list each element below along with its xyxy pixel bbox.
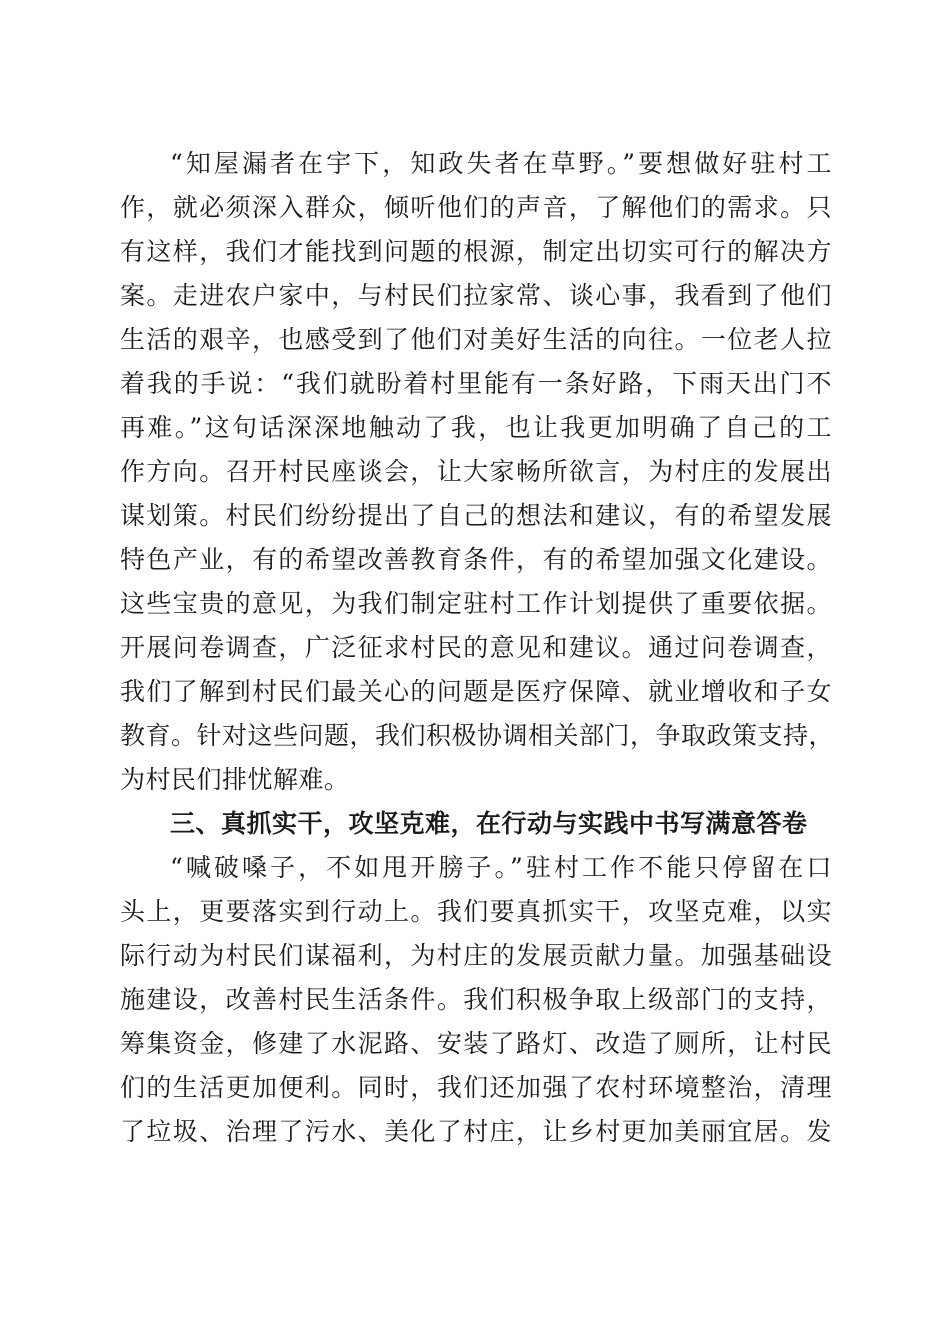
paragraph1-line-2: 作，就必须深入群众，倾听他们的声音，了解他们的需求。只 — [120, 193, 832, 222]
paragraph1-line-3: 有这样，我们才能找到问题的根源，制定出切实可行的解决方 — [120, 237, 832, 266]
paragraph2-line-7: 了垃圾、治理了污水、美化了村庄，让乡村更加美丽宜居。发 — [120, 1117, 832, 1146]
paragraph1-line-15: 为村民们排忧解难。 — [120, 765, 350, 794]
paragraph1-line-11: 这些宝贵的意见，为我们制定驻村工作计划提供了重要依据。 — [120, 589, 832, 618]
paragraph2-line-4: 施建设，改善村民生活条件。我们积极争取上级部门的支持， — [120, 985, 832, 1014]
paragraph1-line-14: 教育。针对这些问题，我们积极协调相关部门，争取政策支持， — [120, 721, 835, 750]
paragraph1-line-13: 我们了解到村民们最关心的问题是医疗保障、就业增收和子女 — [120, 677, 832, 706]
paragraph1-line-6: 着我的手说：“我们就盼着村里能有一条好路，下雨天出门不 — [120, 369, 832, 398]
paragraph2-line-3: 际行动为村民们谋福利，为村庄的发展贡献力量。加强基础设 — [120, 941, 832, 970]
paragraph1-line-9: 谋划策。村民们纷纷提出了自己的想法和建议，有的希望发展 — [120, 501, 832, 530]
section-heading-3: 三、真抓实干，攻坚克难，在行动与实践中书写满意答卷 — [170, 809, 808, 838]
paragraph1-line-4: 案。走进农户家中，与村民们拉家常、谈心事，我看到了他们 — [120, 281, 832, 310]
paragraph2-line-2: 头上，更要落实到行动上。我们要真抓实干，攻坚克难，以实 — [120, 897, 832, 926]
paragraph2-line-5: 筹集资金，修建了水泥路、安装了路灯、改造了厕所，让村民 — [120, 1029, 832, 1058]
paragraph1-line-8: 作方向。召开村民座谈会，让大家畅所欲言，为村庄的发展出 — [120, 457, 832, 486]
paragraph1-line-7: 再难。”这句话深深地触动了我，也让我更加明确了自己的工 — [120, 413, 832, 442]
paragraph1-line-12: 开展问卷调查，广泛征求村民的意见和建议。通过问卷调查， — [120, 633, 832, 662]
paragraph1-line-1: “知屋漏者在宇下，知政失者在草野。”要想做好驻村工 — [170, 149, 832, 178]
paragraph2-line-1: “喊破嗓子，不如甩开膀子。”驻村工作不能只停留在口 — [170, 853, 832, 882]
paragraph1-line-10: 特色产业，有的希望改善教育条件，有的希望加强文化建设。 — [120, 545, 832, 574]
paragraph2-line-6: 们的生活更加便利。同时，我们还加强了农村环境整治，清理 — [120, 1073, 832, 1102]
paragraph1-line-5: 生活的艰辛，也感受到了他们对美好生活的向往。一位老人拉 — [120, 325, 832, 354]
